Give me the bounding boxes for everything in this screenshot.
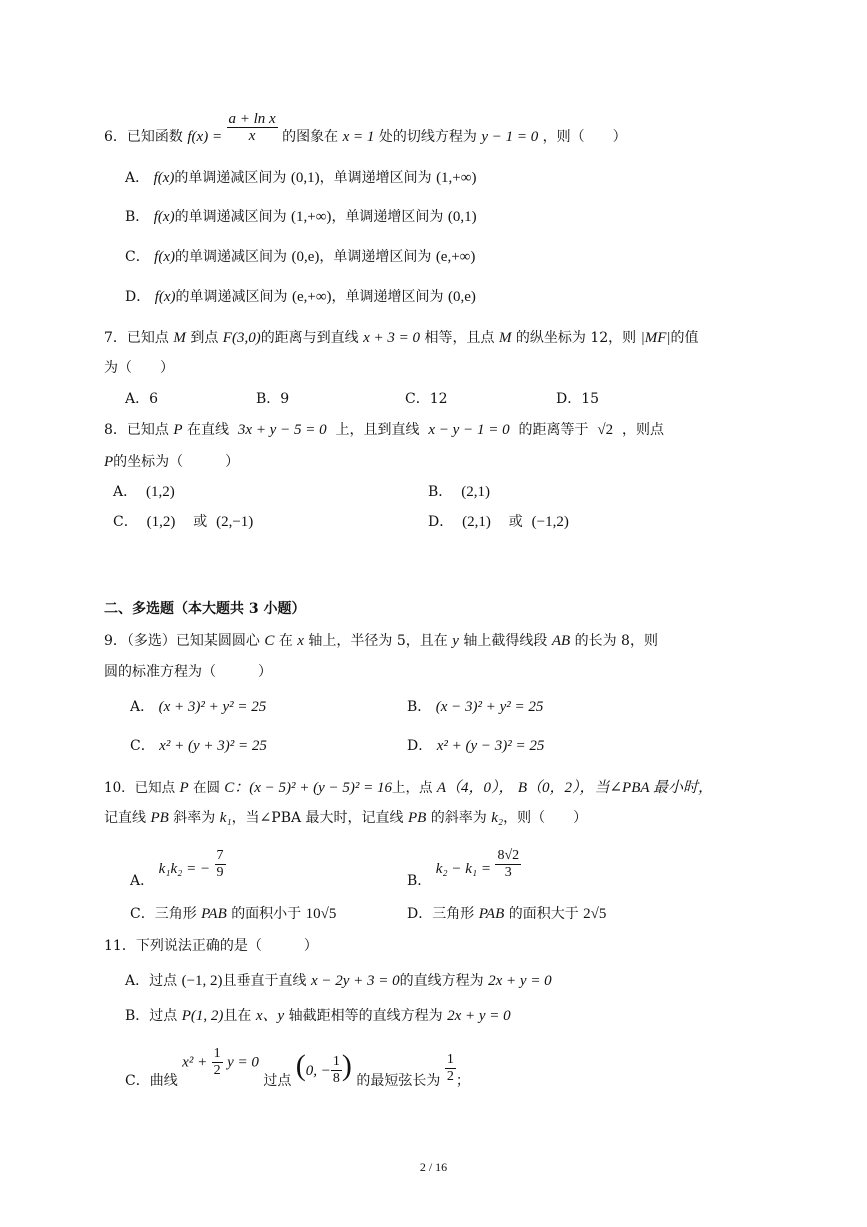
q10-text: 上，点 [392, 780, 433, 796]
q6-fx: f(x) = [187, 129, 223, 145]
point: 0, − [305, 1062, 331, 1079]
coord: (−1,2) [531, 514, 569, 530]
q8-option-d [428, 512, 569, 532]
line-pb: PB [408, 810, 427, 826]
q10-stem-line2 [104, 808, 587, 828]
option-text: 三角形 [432, 906, 475, 922]
fx: f(x) [154, 289, 176, 305]
option-label: D． [428, 514, 454, 530]
q10-text: 的斜率为 [430, 810, 487, 826]
q10-option-d [407, 904, 606, 924]
option-text: ，单调递增区间为 [319, 249, 432, 265]
line-eq: x − 2y + 3 = 0 [310, 973, 400, 989]
q10-option-c [130, 904, 336, 924]
point-p: P [173, 422, 183, 438]
q6-frac-den: x [248, 127, 256, 144]
option-text: 的面积大于 [508, 906, 579, 922]
point-p: P [179, 780, 189, 796]
circle-eq: (x + 3)² + y² = 25 [158, 699, 267, 715]
option-text: 且垂直于直线 [222, 973, 307, 989]
q9-text: 的长为 8，则 [574, 633, 658, 649]
frac-den: 2 [446, 1069, 454, 1084]
option-text: ，单调递增区间为 [319, 170, 432, 186]
q7-text: 相等，且点 [424, 330, 495, 346]
q7-text: 的距离与到直线 [260, 330, 359, 346]
point-a: A（4，0）， [436, 780, 514, 796]
q6-num: 6．已知函数 [104, 129, 183, 145]
frac-den: 9 [216, 865, 224, 880]
q6-option-c [125, 247, 475, 267]
q10-text: 10．已知点 [104, 780, 176, 796]
q7-option-c: C．12 [405, 391, 448, 407]
q8-text: 上，且到直线 [335, 422, 420, 438]
option-label: B． [407, 699, 432, 715]
interval: (e,+∞) [291, 289, 332, 305]
q10-text: 记直线 [104, 810, 146, 826]
point-paren: ( [295, 1048, 306, 1082]
interval: (0,1) [447, 209, 477, 225]
q10-option-a [130, 848, 226, 889]
q6-option-d [125, 287, 476, 307]
curve-eq: y = 0 [227, 1054, 259, 1071]
fraction [331, 1054, 342, 1087]
q9-text: 在 [278, 633, 293, 649]
point-f: F(3,0) [222, 330, 261, 346]
q7-option-a: A．6 [125, 391, 159, 407]
option-lhs: k₂ − k₁ = [435, 860, 491, 877]
q8-text: 的距离等于 [518, 422, 589, 438]
frac-num: 1 [332, 1054, 340, 1069]
q10-text: 斜率为 [173, 810, 216, 826]
q7-text: 的纵坐标为 12，则 [515, 330, 637, 346]
q9-option-d [407, 736, 544, 756]
option-label: D． [407, 738, 433, 754]
page-number: 2 / 16 [419, 1160, 448, 1174]
q8-text: 的坐标为（ ） [113, 454, 240, 470]
fx: f(x) [154, 249, 175, 265]
coord: (2,1) [461, 484, 490, 500]
option-label: A． [130, 872, 155, 889]
q8-stem-line2 [104, 452, 239, 472]
q7-stem [104, 328, 699, 348]
q11-stem: 11．下列说法正确的是（ ） [104, 938, 318, 954]
q7-text: 7．已知点 [104, 330, 169, 346]
interval: (0,e) [291, 249, 320, 265]
frac-den: 8 [332, 1071, 340, 1086]
q8-option-b [428, 482, 490, 502]
option-label: A．过点 [125, 973, 178, 989]
option-text: 的最短弦长为 [356, 1072, 441, 1089]
q6-option-b [125, 207, 477, 227]
circle-eq: (x − 3)² + y² = 25 [435, 699, 544, 715]
q6-tail: ，则（ ） [542, 129, 627, 145]
option-label: C． [130, 906, 155, 922]
interval: (0,1) [290, 170, 320, 186]
q11-option-a [125, 971, 552, 991]
q10-text: 在圆 [192, 780, 220, 796]
triangle-pab: PAB [478, 906, 505, 922]
curve-eq: x² + [182, 1054, 208, 1071]
line-2: x − y − 1 = 0 [428, 422, 510, 438]
option-label: B． [125, 209, 150, 225]
triangle-pab: PAB [201, 906, 227, 922]
q7-option-d: D．15 [556, 391, 600, 407]
q9-text: 轴上，半径为 5，且在 [308, 633, 448, 649]
q6-cond: x = 1 [342, 129, 375, 145]
point: (−1, 2) [181, 973, 223, 989]
option-label: A． [130, 699, 155, 715]
option-text: 且在 [223, 1008, 252, 1024]
point-paren: ) [341, 1048, 352, 1082]
option-text: 的直线方程为 [399, 973, 484, 989]
coord: (1,2) [146, 514, 176, 530]
q9-text: 轴上截得线段 [463, 633, 548, 649]
option-label: C． [113, 514, 138, 530]
q9-option-b [407, 697, 543, 717]
option-text: ，单调递增区间为 [331, 209, 444, 225]
option-text: 的面积小于 [231, 906, 302, 922]
circle-eq: (x − 5)² + (y − 5)² = 16 [249, 780, 393, 796]
frac-den: 3 [504, 865, 512, 880]
option-label: A． [125, 170, 150, 186]
q6-stem [104, 110, 627, 147]
interval: (1,+∞) [291, 209, 332, 225]
option-label: B． [428, 484, 453, 500]
q9-option-a [130, 697, 266, 717]
point-p: P [104, 454, 114, 470]
option-label: C． [130, 738, 155, 754]
circle-eq: x² + (y + 3)² = 25 [159, 738, 267, 754]
q6-mid2: 处的切线方程为 [378, 129, 477, 145]
q11-option-b [125, 1006, 511, 1026]
option-text: 的单调递减区间为 [174, 170, 287, 186]
frac-num: 8√2 [497, 848, 520, 863]
frac-num: 7 [216, 848, 224, 863]
point-m: M [498, 330, 512, 346]
option-label: C． [125, 249, 150, 265]
q7-text: 的值 [670, 330, 699, 346]
center-c: C [264, 633, 275, 649]
q8-stem [104, 420, 664, 440]
q9-text: 9．（多选）已知某圆圆心 [104, 633, 260, 649]
q9-option-c [130, 736, 267, 756]
interval: (0,e) [447, 289, 476, 305]
option-text: ； [455, 1072, 470, 1089]
option-text: 的单调递减区间为 [174, 209, 287, 225]
frac-den: 2 [213, 1063, 221, 1078]
circle-c: C： [224, 780, 250, 796]
fx: f(x) [153, 170, 175, 186]
area-value: 10√5 [305, 906, 337, 922]
option-label: B．过点 [125, 1008, 178, 1024]
q6-frac-num: a + ln x [228, 110, 276, 127]
point-m: M [173, 330, 186, 346]
option-text: 的单调递减区间为 [175, 289, 288, 305]
fraction [495, 848, 521, 881]
line-pb: PB [150, 810, 169, 826]
axis-y: y [452, 633, 459, 649]
abs-mf: |MF| [640, 330, 671, 346]
directrix: x + 3 = 0 [363, 330, 421, 346]
q9-stem [104, 631, 658, 651]
sqrt-2: √2 [597, 422, 614, 438]
option-label: B． [407, 872, 432, 889]
option-text: ，单调递增区间为 [331, 289, 444, 305]
q8-text: ，则点 [622, 422, 665, 438]
q8-text: 在直线 [187, 422, 229, 438]
option-label: D． [407, 906, 433, 922]
option-text: 过点 [263, 1072, 292, 1089]
circle-eq: x² + (y − 3)² = 25 [436, 738, 545, 754]
q6-option-a [125, 168, 476, 188]
line-1: 3x + y − 5 = 0 [237, 422, 327, 438]
point: P(1, 2) [181, 1008, 224, 1024]
q7-stem-line2: 为（ ） [104, 360, 174, 376]
q10-text: ，当∠PBA 最大时，记直线 [231, 810, 404, 826]
q7-text: 到点 [190, 330, 219, 346]
q7-option-b: B．9 [256, 391, 290, 407]
q10-stem [104, 778, 713, 798]
k1: k₁ [219, 810, 232, 826]
q10-option-b [407, 848, 521, 889]
axis-x: x [297, 633, 304, 649]
q9-stem-line2: 圆的标准方程为（ ） [104, 664, 272, 680]
q11-option-c [125, 1046, 470, 1089]
coord: (2,1) [462, 514, 491, 530]
option-label: D． [125, 289, 151, 305]
q10-text: ，则（ ） [503, 810, 588, 826]
segment-ab: AB [551, 633, 571, 649]
option-label: A． [113, 484, 138, 500]
k2: k₂ [491, 810, 504, 826]
q6-eq: y − 1 = 0 [481, 129, 539, 145]
interval: (1,+∞) [436, 170, 477, 186]
answer-eq: 2x + y = 0 [488, 973, 552, 989]
section-heading: 二、多选题（本大题共 3 小题） [104, 601, 306, 617]
fraction [215, 848, 226, 881]
frac-num: 1 [213, 1046, 221, 1061]
fraction [212, 1046, 223, 1079]
or-text: 或 [193, 514, 208, 530]
q8-text: 8．已知点 [104, 422, 169, 438]
answer-eq: 2x + y = 0 [447, 1008, 511, 1024]
axes-xy: x、y [255, 1008, 285, 1024]
option-text: 的单调递减区间为 [175, 249, 287, 265]
fraction [445, 1052, 456, 1085]
interval: (e,+∞) [435, 249, 476, 265]
option-text: 三角形 [154, 906, 197, 922]
q6-mid: 的图象在 [282, 129, 339, 145]
q8-option-c [113, 512, 253, 532]
point-b: B（0，2），当∠PBA 最小时， [517, 780, 714, 796]
q6-fraction [227, 111, 278, 144]
q8-option-a [113, 482, 175, 502]
option-lhs: k₁k₂ = − [158, 860, 211, 877]
or-text: 或 [508, 514, 523, 530]
option-label: C．曲线 [125, 1072, 178, 1089]
coord: (2,−1) [216, 514, 254, 530]
coord: (1,2) [146, 484, 175, 500]
area-value: 2√5 [583, 906, 607, 922]
frac-num: 1 [446, 1052, 454, 1067]
option-text: 轴截距相等的直线方程为 [288, 1008, 443, 1024]
fx: f(x) [153, 209, 175, 225]
